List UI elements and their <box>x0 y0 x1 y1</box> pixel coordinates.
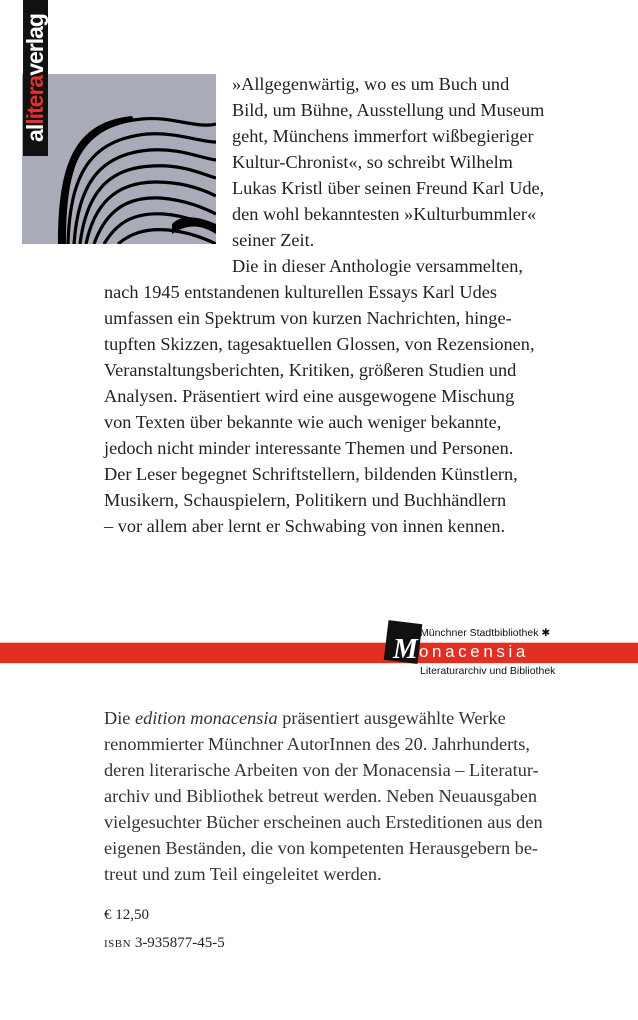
text-line: Lukas Kristl über seinen Freund Karl Ude, <box>232 178 545 198</box>
text-line: treut und zum Teil eingeleitet werden. <box>104 864 382 884</box>
text-fragment: präsentiert ausgewählte Werke <box>277 708 506 728</box>
text-line: Bild, um Bühne, Ausstellung und Museum <box>232 100 545 120</box>
text-line <box>104 705 594 731</box>
isbn-number: 3-935877-45-5 <box>134 935 225 951</box>
edition-description <box>104 705 594 887</box>
text-line: »Allgegenwärtig, wo es um Buch und <box>232 74 510 94</box>
text-line: vielgesuchter Bücher erscheinen auch Ersteditionen aus den <box>104 812 543 832</box>
logo-accent: litera <box>22 75 48 125</box>
series-name: edition monacensia <box>134 708 278 728</box>
text-line: Kultur-Chronist«, so schreibt Wilhelm <box>232 152 513 172</box>
text-line: archiv und Bibliothek betreut werden. Neben Neuausgaben <box>104 786 538 806</box>
blurb-body <box>104 253 594 539</box>
text-line: von Texten über bekannte wie auch weniger bekannte, <box>104 412 502 432</box>
text-line: umfassen ein Spektrum von kurzen Nachrichten, hinge- <box>104 308 512 328</box>
logo-prefix: al <box>22 124 48 142</box>
text-line: seiner Zeit. <box>232 230 315 250</box>
text-line: deren literarische Arbeiten von der Monacensia – Literatur- <box>104 760 539 780</box>
price: € 12,50 <box>104 907 149 923</box>
red-divider-band <box>0 642 638 664</box>
text-line: geht, Münchens immerfort wißbegieriger <box>232 126 534 146</box>
text-line: Der Leser begegnet Schriftstellern, bildenden Künstlern, <box>104 464 518 484</box>
monacensia-library-name: Münchner Stadtbibliothek ✱ <box>420 627 551 639</box>
text-line: renommierter Münchner AutorInnen des 20. Jahrhunderts, <box>104 734 530 754</box>
monacensia-logo-initial: M <box>393 634 418 665</box>
text-line: Analysen. Präsentiert wird eine ausgewogene Mischung <box>104 386 515 406</box>
blurb-quote <box>232 71 592 253</box>
isbn-label: ISBN <box>104 938 132 950</box>
logo-suffix: verlag <box>22 14 48 76</box>
text-fragment: Die <box>104 708 135 728</box>
wave-lines-illustration <box>22 74 216 244</box>
monacensia-subtitle: Literaturarchiv und Bibliothek <box>420 665 556 677</box>
monacensia-wordmark: onacensia <box>419 642 529 661</box>
text-line: den wohl bekanntesten »Kulturbummler« <box>232 204 537 224</box>
text-line: Veranstaltungsberichten, Kritiken, größeren Studien und <box>104 360 517 380</box>
text-line: Musikern, Schauspielern, Politikern und Buchhändlern <box>104 490 507 510</box>
text-line: eigenen Beständen, die von kompetenten Herausgebern be- <box>104 838 539 858</box>
cover-artwork <box>22 74 216 244</box>
text-line: tupften Skizzen, tagesaktuellen Glossen, von Rezensionen, <box>104 334 535 354</box>
text-line: – vor allem aber lernt er Schwabing von innen kennen. <box>104 516 506 536</box>
publisher-logo <box>23 0 48 156</box>
text-line: Die in dieser Anthologie versammelten, <box>232 256 523 276</box>
text-line: nach 1945 entstandenen kulturellen Essays Karl Udes <box>104 282 497 302</box>
isbn <box>104 935 225 952</box>
text-line: jedoch nicht minder interessante Themen und Personen. <box>104 438 514 458</box>
